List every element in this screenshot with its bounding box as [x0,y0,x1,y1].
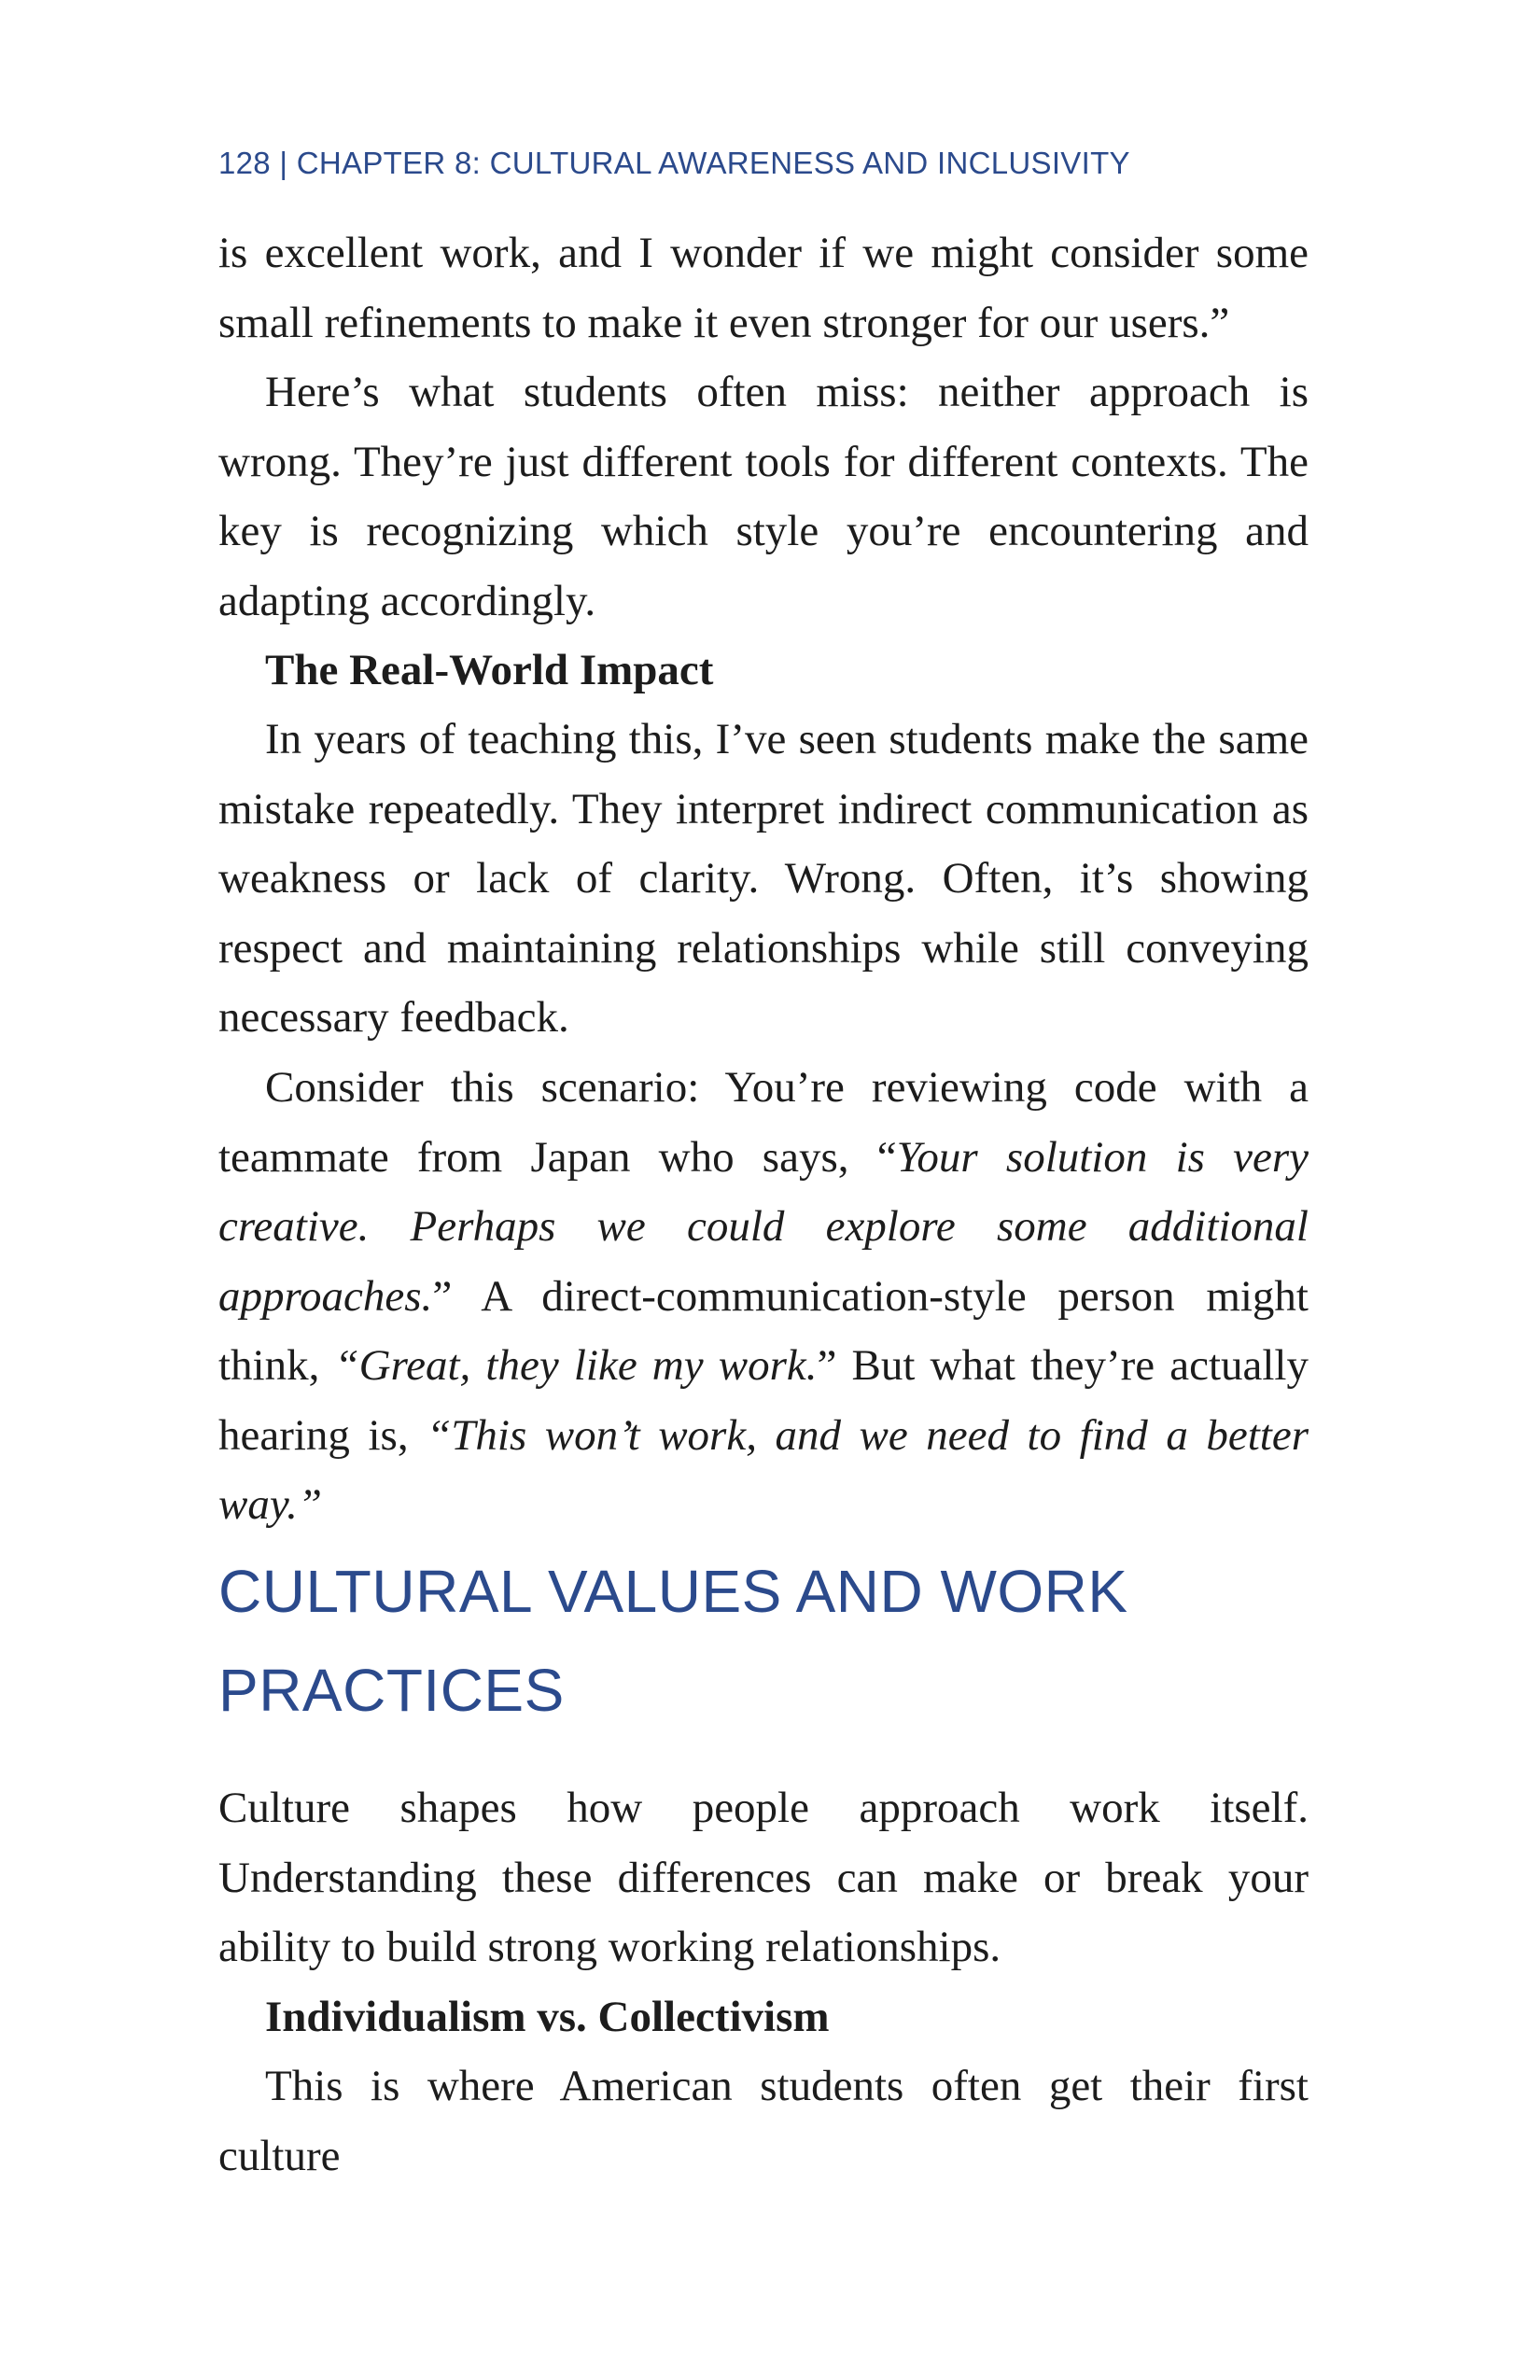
scenario-quote-direct: “Great, they like my work. [334,1341,818,1390]
paragraph-real-world-impact: In years of teaching this, I’ve seen students make the same mistake repeatedly. They interpret indirect communication as weakness or lack of clarity. Wrong. Often, it’s showing respect and maintaining relationships while still conveying necessary feedback. [218,715,1309,1042]
scenario-text-3: ” But what they’re actually hearing is, [218,1341,1309,1460]
section-heading-line-2: PRACTICES [218,1657,565,1724]
section-heading-line-1: CULTURAL VALUES AND WORK [218,1558,1128,1625]
scenario-text-2: ” A direct-communication-style person might think, [218,1271,1309,1390]
scenario-quote-japan: Your solution is very creative. Perhaps we could explore some additional approaches. [218,1132,1309,1321]
paragraph-continuation: is excellent work, and I wonder if we might consider some small refinements to make it even stronger for our users.” [218,229,1309,347]
scenario-quote-meaning: “This won’t work, and we need to find a better way.” [218,1410,1309,1529]
section-heading [218,1542,1309,1740]
subheading-real-world-impact: The Real-World Impact [265,646,714,694]
paragraph-individualism: This is where American students often get their first culture [218,2062,1309,2180]
paragraph-culture-shapes: Culture shapes how people approach work itself. Understanding these differences can make or break your ability to build strong working relationships. [218,1784,1309,1971]
paragraph-scenario [218,1053,1309,1540]
subheading-individualism: Individualism vs. Collectivism [265,1993,830,2041]
running-head: 128 | CHAPTER 8: CULTURAL AWARENESS AND INCLUSIVITY [218,146,1130,180]
scenario-text-1: Consider this scenario: You’re reviewing code with a teammate from Japan who says, “ [218,1063,1309,1182]
paragraph-approaches: Here’s what students often miss: neither approach is wrong. They’re just different tools for different contexts. The key is recognizing which style you’re encountering and adapting accordingly. [218,368,1309,625]
